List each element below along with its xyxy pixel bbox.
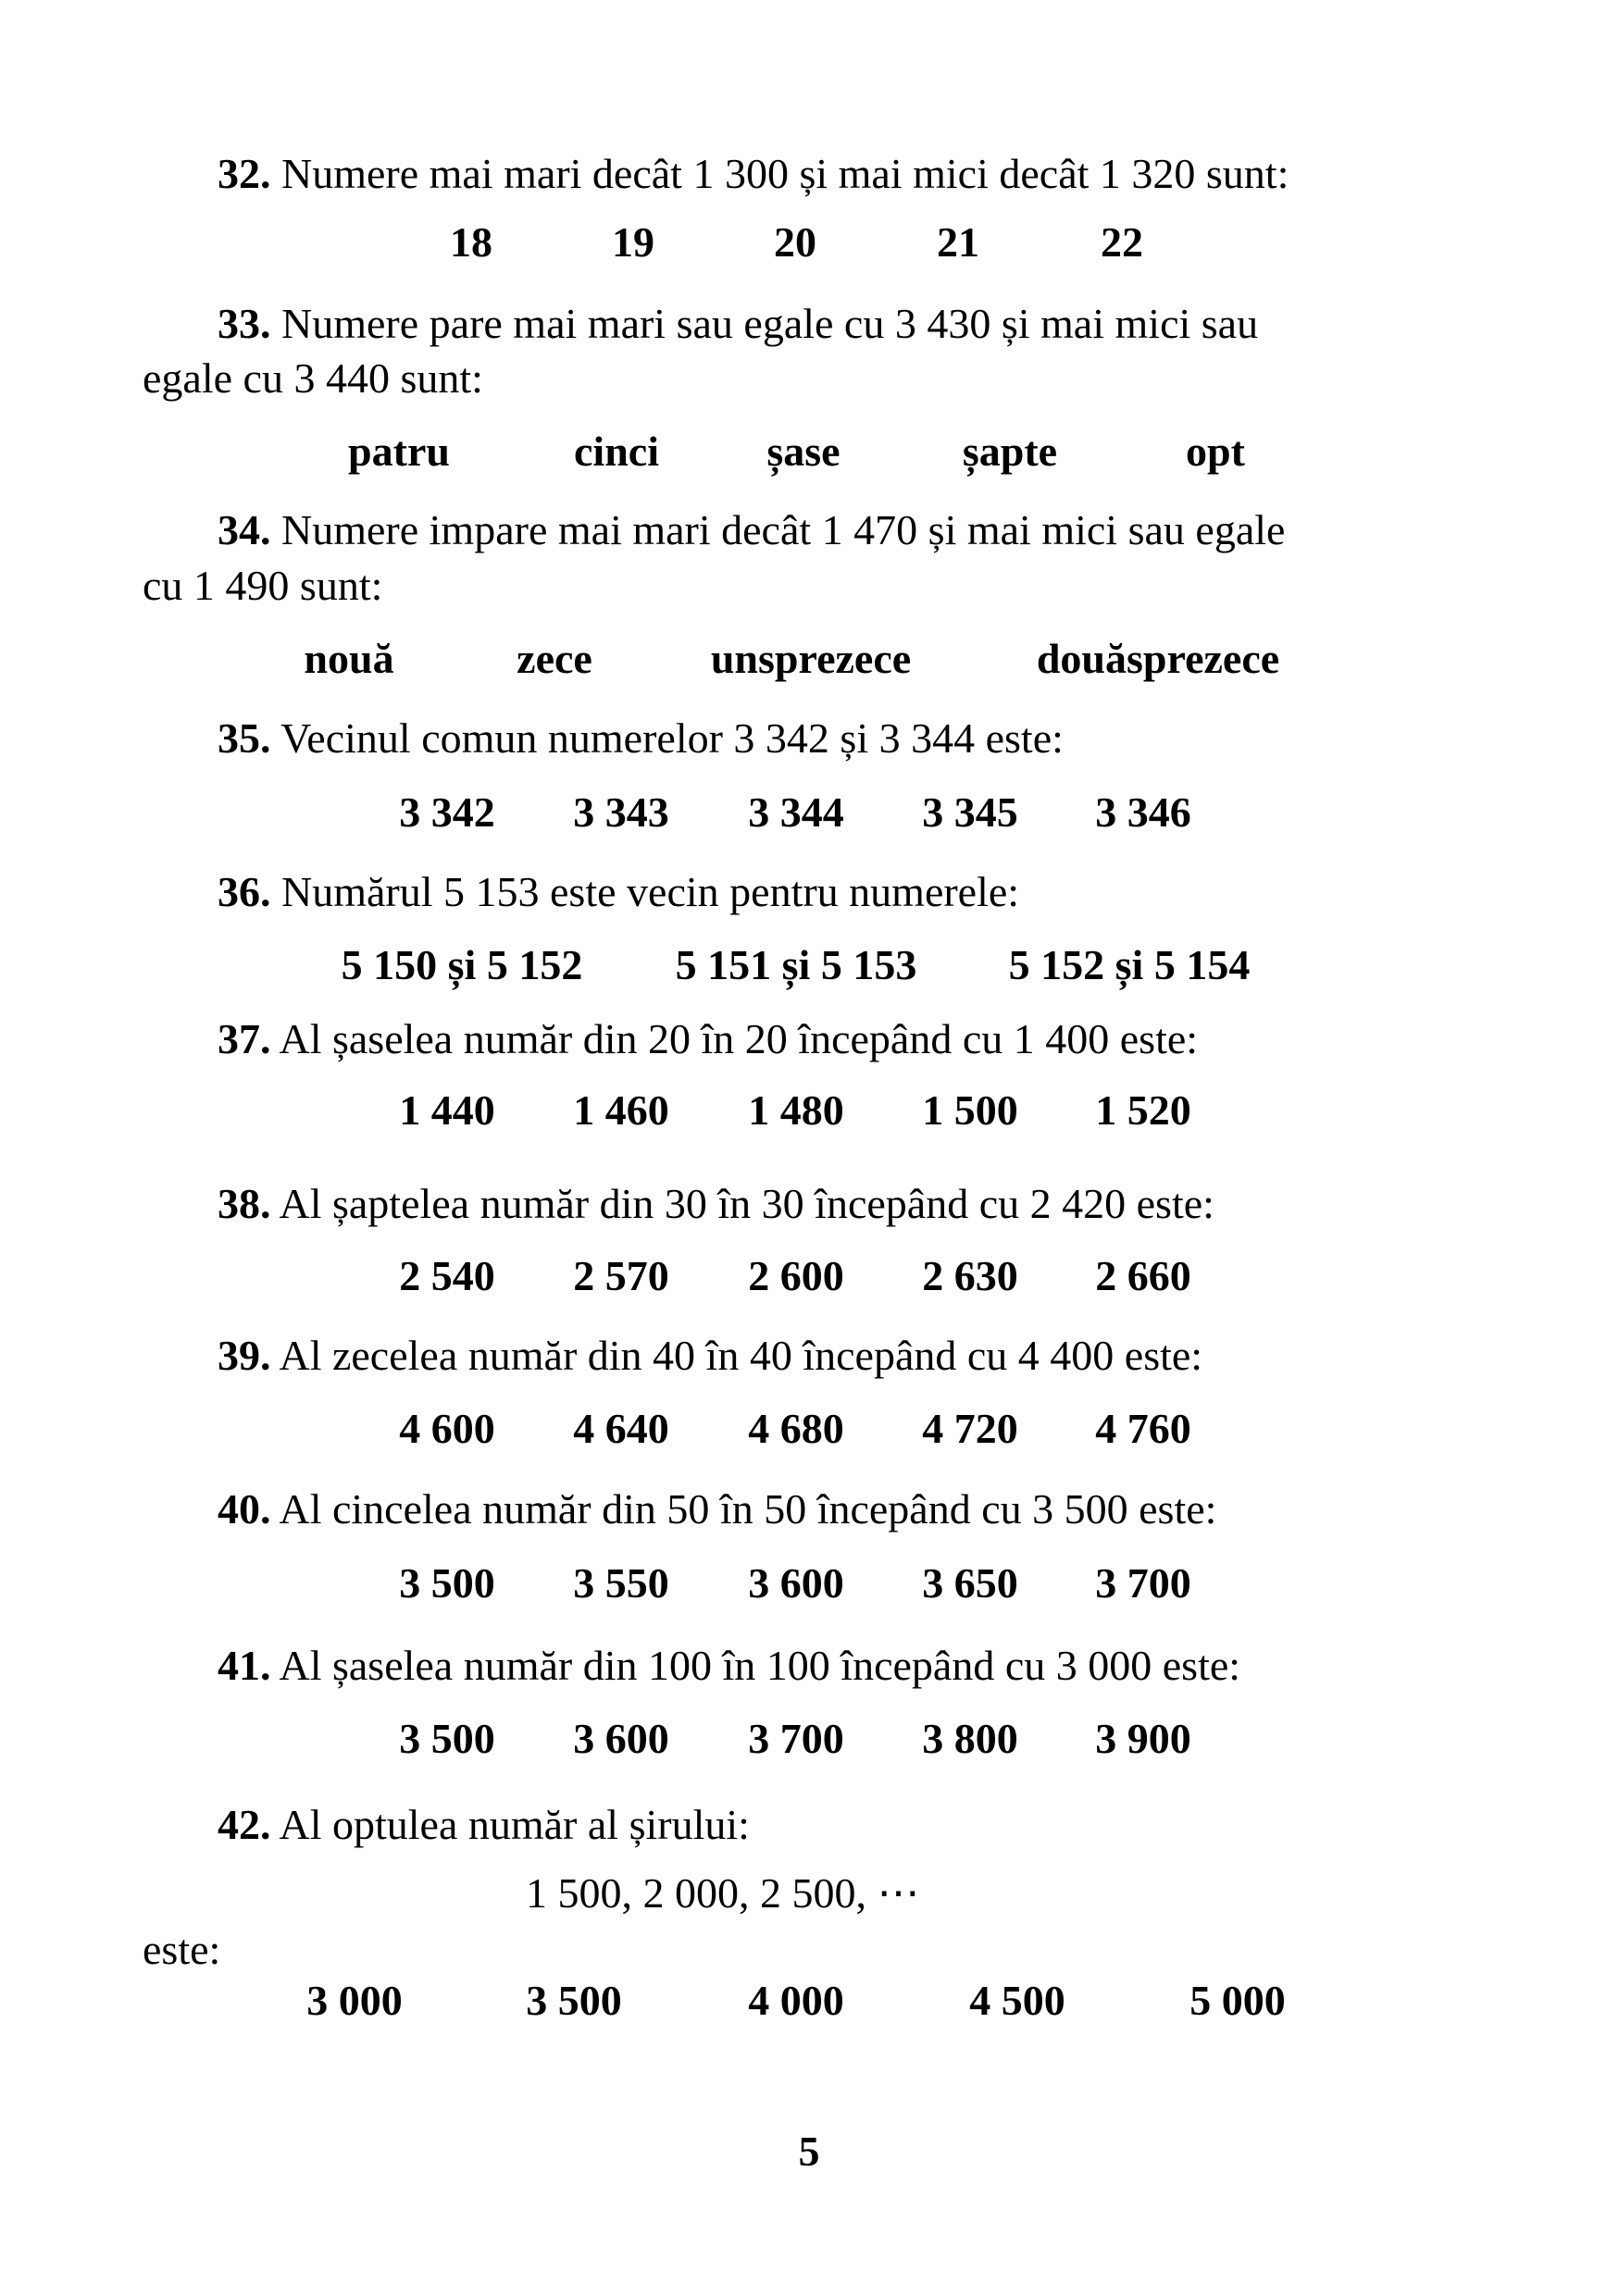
answer-option[interactable]: unsprezece [710, 635, 912, 682]
question-number: 38. [218, 1180, 271, 1227]
question-41-line [218, 1640, 1240, 1692]
answer-option[interactable]: 3 346 [1095, 788, 1191, 836]
answer-option[interactable]: 18 [450, 218, 492, 266]
question-37-line [218, 1013, 1198, 1065]
answer-option[interactable]: 3 000 [306, 1977, 403, 2024]
question-text-continued: 1 500, 2 000, 2 500, ⋯ [526, 1869, 920, 1917]
answer-option[interactable]: 5 151 și 5 153 [675, 941, 917, 988]
answer-option[interactable]: 1 480 [748, 1086, 844, 1134]
question-text: Numere impare mai mari decât 1 470 și mai mici sau egale [281, 506, 1286, 553]
answer-option[interactable]: 4 680 [748, 1405, 844, 1452]
answer-option[interactable]: 3 500 [399, 1715, 495, 1762]
question-number: 40. [218, 1485, 271, 1533]
answer-option[interactable]: 3 700 [1095, 1559, 1191, 1607]
answer-option[interactable]: 4 600 [399, 1405, 495, 1452]
answer-option[interactable]: 20 [774, 218, 816, 266]
question-number: 33. [218, 300, 271, 347]
answer-option[interactable]: 21 [937, 218, 979, 266]
question-text-continued: cu 1 490 sunt: [143, 562, 383, 609]
answer-option[interactable]: 4 500 [969, 1977, 1065, 2024]
question-text: Al șaptelea număr din 30 în 30 începând cu 2 420 este: [279, 1180, 1214, 1227]
answer-option[interactable]: 22 [1101, 218, 1143, 266]
answer-option[interactable]: douăsprezece [1036, 635, 1280, 682]
answer-option[interactable]: 3 600 [748, 1559, 844, 1607]
answer-option[interactable]: 4 000 [748, 1977, 844, 2024]
answer-option[interactable]: zece [517, 635, 592, 682]
question-text: Numărul 5 153 este vecin pentru numerele: [281, 868, 1020, 915]
question-34-line [143, 560, 382, 612]
answer-option[interactable]: 2 540 [399, 1252, 495, 1299]
answer-option[interactable]: 3 650 [922, 1559, 1018, 1607]
answer-option[interactable]: 1 500 [922, 1086, 1018, 1134]
question-text: Numere mai mari decât 1 300 și mai mici decât 1 320 sunt: [281, 150, 1289, 197]
answer-option[interactable]: 5 150 și 5 152 [341, 941, 583, 988]
answer-option[interactable]: 2 600 [748, 1252, 844, 1299]
question-35-line [218, 713, 1064, 764]
answer-option[interactable]: 3 500 [399, 1559, 495, 1607]
question-39-line [218, 1330, 1202, 1382]
answer-option[interactable]: nouă [304, 635, 394, 682]
question-33-line [143, 353, 483, 404]
question-32-line [218, 148, 1289, 200]
question-text: Numere pare mai mari sau egale cu 3 430 și mai mici sau [281, 300, 1259, 347]
page-number: 5 [798, 2128, 820, 2175]
question-number: 41. [218, 1642, 271, 1689]
answer-option[interactable]: 2 630 [922, 1252, 1018, 1299]
question-33-line [218, 298, 1258, 350]
question-number: 34. [218, 506, 271, 553]
question-text: Al șaselea număr din 20 în 20 începând cu 1 400 este: [279, 1015, 1199, 1062]
question-text-continued: egale cu 3 440 sunt: [143, 354, 483, 402]
question-text: Al optulea număr al șirului: [279, 1801, 750, 1848]
answer-option[interactable]: 3 345 [922, 788, 1018, 836]
answer-option[interactable]: 3 600 [573, 1715, 669, 1762]
answer-option[interactable]: patru [348, 428, 450, 475]
answer-option[interactable]: opt [1186, 428, 1245, 475]
answer-option[interactable]: 1 520 [1095, 1086, 1191, 1134]
answer-option[interactable]: 19 [612, 218, 654, 266]
answer-option[interactable]: 3 550 [573, 1559, 669, 1607]
question-number: 32. [218, 150, 271, 197]
answer-option[interactable]: 3 343 [573, 788, 669, 836]
answer-option[interactable]: 3 800 [922, 1715, 1018, 1762]
answer-option[interactable]: 5 000 [1189, 1977, 1286, 2024]
question-text: Al șaselea număr din 100 în 100 începând cu 3 000 este: [279, 1642, 1241, 1689]
answer-option[interactable]: 3 342 [399, 788, 495, 836]
answer-option[interactable]: 4 760 [1095, 1405, 1191, 1452]
question-number: 36. [218, 868, 271, 915]
answer-option[interactable]: 1 460 [573, 1086, 669, 1134]
question-36-line [218, 866, 1019, 918]
question-42-line [218, 1799, 750, 1851]
question-number: 42. [218, 1801, 271, 1848]
answer-option[interactable]: 5 152 și 5 154 [1008, 941, 1251, 988]
answer-option[interactable]: 3 900 [1095, 1715, 1191, 1762]
question-text: Al cincelea număr din 50 în 50 începând cu 3 500 este: [279, 1485, 1217, 1533]
answer-option[interactable]: 1 440 [399, 1086, 495, 1134]
question-40-line [218, 1483, 1216, 1535]
answer-option[interactable]: 4 640 [573, 1405, 669, 1452]
answer-option[interactable]: 3 344 [748, 788, 844, 836]
question-38-line [218, 1178, 1214, 1230]
question-42-line [143, 1924, 220, 1976]
answer-option[interactable]: cinci [574, 428, 659, 475]
question-42-line [526, 1868, 920, 1919]
answer-option[interactable]: 3 500 [526, 1977, 622, 2024]
question-34-line [218, 504, 1285, 556]
question-number: 37. [218, 1015, 271, 1062]
answer-option[interactable]: 3 700 [748, 1715, 844, 1762]
question-number: 39. [218, 1332, 271, 1379]
answer-option[interactable]: 2 660 [1095, 1252, 1191, 1299]
answer-option[interactable]: 4 720 [922, 1405, 1018, 1452]
question-text-continued: este: [143, 1926, 221, 1973]
answer-option[interactable]: 2 570 [573, 1252, 669, 1299]
question-text: Vecinul comun numerelor 3 342 și 3 344 este: [280, 714, 1064, 762]
question-number: 35. [218, 714, 271, 762]
answer-option[interactable]: șase [766, 428, 841, 475]
answer-option[interactable]: șapte [962, 428, 1058, 475]
question-text: Al zecelea număr din 40 în 40 începând cu 4 400 este: [279, 1332, 1203, 1379]
